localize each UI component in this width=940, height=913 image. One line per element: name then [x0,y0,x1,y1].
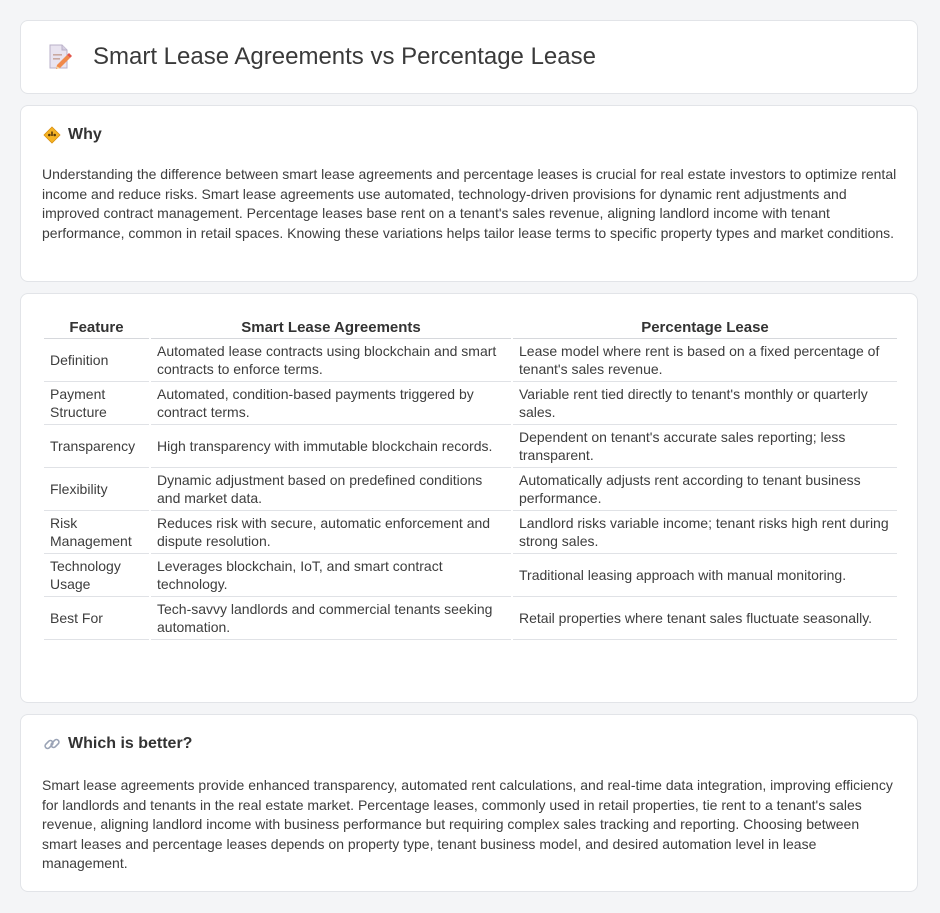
better-paragraph: Smart lease agreements provide enhanced transparency, automated rent calculations, and real-time data integration, improving efficiency for landlords and tenants in the real estate market. Percentage leases, commonly used in retail properties, tie rent to a tenant's sales revenue, aligning landlord income with business performance but requiring complex sales tracking and reporting. Choosing between smart leases and percentage leases depends on property type, tenant business model, and desired automation level in lease management. [42,777,893,872]
percentage-lease-cell: Variable rent tied directly to tenant's monthly or quarterly sales. [513,382,897,425]
percentage-lease-cell: Lease model where rent is based on a fixed percentage of tenant's sales revenue. [513,339,897,382]
feature-cell: Best For [44,597,149,640]
page-title: Smart Lease Agreements vs Percentage Lease [93,43,596,70]
feature-cell: Transparency [44,425,149,468]
table-row [44,511,897,554]
table-row [44,425,897,468]
smart-lease-cell: Automated lease contracts using blockchain and smart contracts to enforce terms. [151,339,511,382]
percentage-lease-cell: Landlord risks variable income; tenant risks high rent during strong sales. [513,511,897,554]
feature-cell: Flexibility [44,468,149,511]
table-row [44,339,897,382]
feature-cell: Payment Structure [44,382,149,425]
link-icon [43,735,61,753]
feature-cell: Definition [44,339,149,382]
table-row [44,554,897,597]
table-header-row [44,314,897,339]
column-header-smart-lease: Smart Lease Agreements [151,314,511,339]
smart-lease-cell: Leverages blockchain, IoT, and smart contract technology. [151,554,511,597]
better-heading: Which is better? [68,735,193,752]
document-pencil-icon [47,43,73,71]
smart-lease-cell: Reduces risk with secure, automatic enforcement and dispute resolution. [151,511,511,554]
smart-lease-cell: High transparency with immutable blockchain records. [151,425,511,468]
feature-cell: Risk Management [44,511,149,554]
smart-lease-cell: Tech-savvy landlords and commercial tenants seeking automation. [151,597,511,640]
header-card [20,20,918,94]
why-heading: Why [68,126,102,143]
column-header-feature: Feature [44,314,149,339]
smart-lease-cell: Automated, condition-based payments triggered by contract terms. [151,382,511,425]
percentage-lease-cell: Dependent on tenant's accurate sales reporting; less transparent. [513,425,897,468]
feature-cell: Technology Usage [44,554,149,597]
column-header-percentage-lease: Percentage Lease [513,314,897,339]
comparison-table [42,314,899,640]
diamond-warning-icon [43,126,61,144]
smart-lease-cell: Dynamic adjustment based on predefined conditions and market data. [151,468,511,511]
comparison-table-card [20,293,918,703]
which-is-better-section [20,714,918,892]
table-row [44,468,897,511]
why-section [20,105,918,282]
percentage-lease-cell: Retail properties where tenant sales fluctuate seasonally. [513,597,897,640]
table-row [44,382,897,425]
percentage-lease-cell: Automatically adjusts rent according to tenant business performance. [513,468,897,511]
percentage-lease-cell: Traditional leasing approach with manual monitoring. [513,554,897,597]
table-row [44,597,897,640]
why-paragraph: Understanding the difference between smart lease agreements and percentage leases is crucial for real estate investors to optimize rental income and reduce risks. Smart lease agreements use automated, technology-driven provisions for dynamic rent adjustments and improved contract management. Percentage leases base rent on a tenant's sales revenue, aligning landlord income with tenant performance, common in retail spaces. Knowing these variations helps tailor lease terms to specific property types and market conditions. [42,166,897,241]
